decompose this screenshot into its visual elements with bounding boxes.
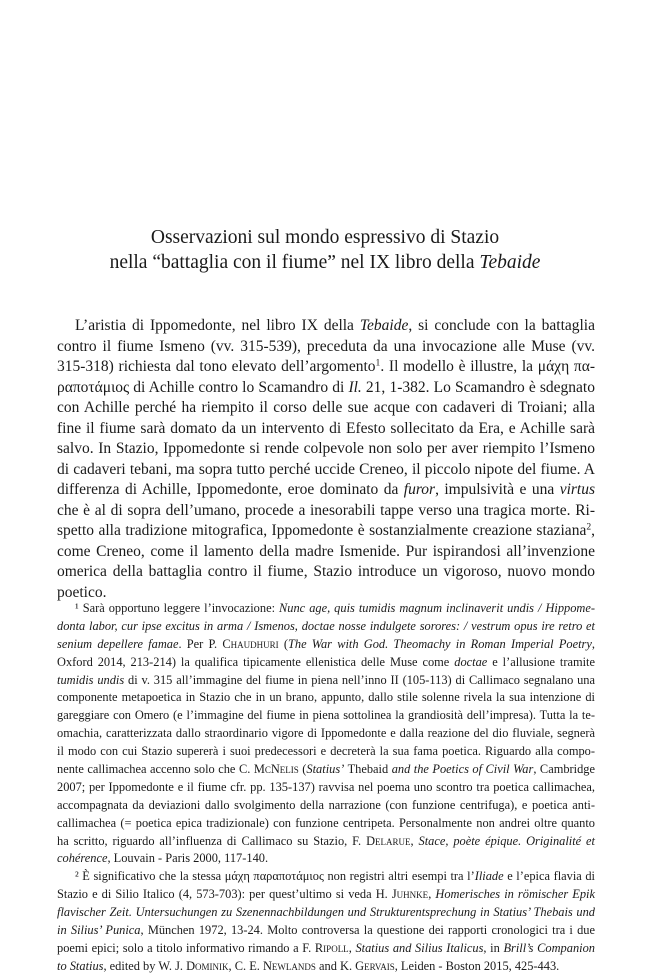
body-line: ραποτάμιος di Achille contro lo Scamandro di Il. 21, 1-382. Lo Scamandro è sdegnato bbox=[57, 378, 595, 396]
body-line: L’aristia di Ippomedonte, nel libro IX della Tebaide, si conclude con la battaglia bbox=[75, 317, 595, 334]
body-line: omerica della battaglia contro il fiume, Stazio introduce un vigoroso, nuovo mondo bbox=[57, 563, 595, 580]
footnote-ref-1[interactable]: 1 bbox=[375, 357, 381, 369]
body-line: di cadaveri tebani, ma sopra tutto perché uccide Creneo, il piccolo nipote del fiume. A bbox=[57, 460, 595, 478]
body-line: fine il fiume sarà domato da un intervento di Efesto sollecitato da Era, e Achille sarà bbox=[57, 419, 595, 437]
body-line: salvo. In Stazio, Ippomedonte si rende colpevole non solo per aver riempito l’Ismeno bbox=[57, 440, 595, 457]
body-paragraph bbox=[57, 316, 595, 603]
body-line: come Creneo, come il lamento della madre Ismenide. Pur ispirandosi all’invenzione bbox=[57, 542, 595, 560]
footnote-ref-2[interactable]: 2 bbox=[586, 521, 592, 533]
title-italic: Tebaide bbox=[479, 252, 541, 273]
body-line: differenza di Achille, Ippomedonte, eroe dominato da furor, impulsività e una virtus bbox=[57, 481, 595, 498]
body-line: con Achille perché ha riempito il corso delle sue acque con cadaveri di Troiani; alla bbox=[57, 399, 595, 416]
title-line-1: Osservazioni sul mondo espressivo di Stazio bbox=[150, 227, 500, 248]
body-line: poetico. bbox=[57, 583, 107, 601]
footnote-2: ² È significativo che la stessa μάχη παραποτάμιος non registri altri esempi tra l’Iliade e l’epica flavia di Stazio e di Silio Italico (4, 573-703): per quest’ultimo si veda H. Juhnke, Homerisches in römischer Epik flavischer Zeit. Untersuchungen zu Szenennachbildungen und Strukturentsprechung in Statius’ Thebais und in Silius’ Punica, München 1972, 13-24. Molto controversa la questione dei rapporti cronologici tra i due poemi epici; solo a titolo informativo rimando a F. Ripoll, Statius and Silius Italicus, in Brill’s Companion to Statius, edited by W. J. Dominik, C. E. Newlands and K. Gervais, Leiden - Boston 2015, 425-443. bbox=[57, 869, 595, 973]
title-line-2: nella “battaglia con il fiume” nel IX libro della Tebaide bbox=[109, 252, 541, 273]
body-line: contro il fiume Ismeno (vv. 315-539), preceduta da una invocazione alle Muse (vv. bbox=[57, 337, 595, 355]
body-line: spetto alla tradizione mitografica, Ippomedonte è sostanzialmente creazione staziana$^2$, bbox=[57, 521, 595, 539]
body-line: che è al di sopra dell’umano, procede a inesorabili tappe verso una tragica morte. Ri- bbox=[57, 501, 595, 519]
footnotes bbox=[57, 600, 595, 976]
footnote-1: ¹ Sarà opportuno leggere l’invocazione: Nunc age, quis tumidis magnum inclinaverit undis / Hippome- donta labor, cur ipse excitus in arma / Ismenos, doctae nosse indulgete sorores: / vestrum opus ire retro et senium depellere famae. Per P. Chaudhuri (The War with God. Theomachy in Roman Imperial Poetry, Oxford 2014, 213-214) la qualifica tipicamente ellenistica delle Muse come doctae e l’allusione tramite tumidis undis di v. 315 all’immagine del fiume in piena nell’inno II (105-113) di Callimaco segnalano una componente metapoetica in Stazio che in un brano, appunto, dallo stile solenne rivela la sua intenzione di gareggiare con Omero (e l’immagine del fiume in piena sottolinea la grandiosità dell’impresa). Tutta la te- omachia, caratterizzata dallo straordinario vigore di Ippomedonte e dalla reazione del dio fluviale, segnerà il modo con cui Stazio supererà i suoi predecessori e decreterà la sua fama poetica. Riguardo alla compo- nente callimachea accenno solo che C. McNelis (Statius’ Thebaid and the Poetics of Civil War, Cambridge 2007; per Ippomedonte e il fiume cfr. pp. 135-137) ravvisa nel poema uno scontro tra poetica callimachea, accompagnata da deviazioni dallo svolgimento della narrazione (con funzione centrifuga), e poetica anti- callimachea (= poetica epica tradizionale) con funzione centripeta. Personalmente non andrei oltre quanto ha scritto, riguardo all’influenza di Callimaco su Stazio, F. Delarue, Stace, poète épique. Originalité et cohérence, Louvain - Paris 2000, 117-140. bbox=[57, 601, 595, 866]
article-title bbox=[70, 225, 580, 275]
body-line: 315-318) richiesta dal tono elevato dell’argomento$^1$. Il modello è illustre, la μάχη πα- bbox=[57, 357, 595, 375]
